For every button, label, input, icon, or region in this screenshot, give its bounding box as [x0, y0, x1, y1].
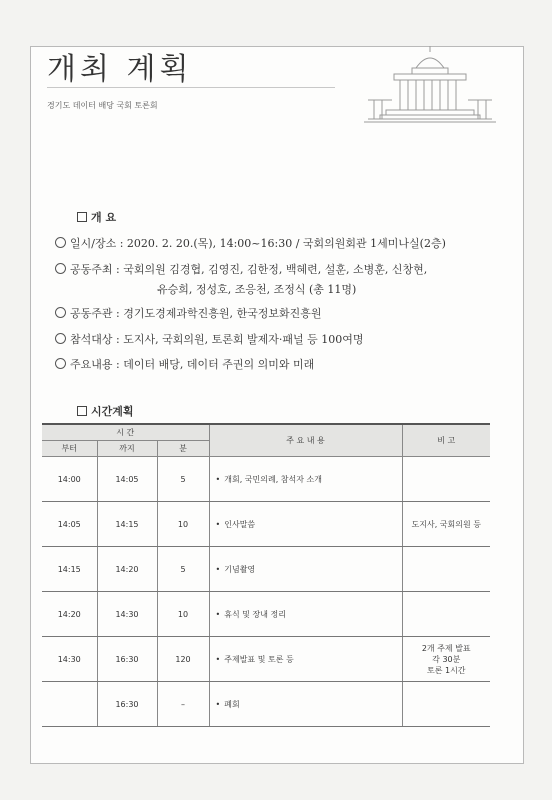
- header-min: 분: [157, 441, 209, 457]
- circle-bullet-icon: [55, 263, 66, 274]
- circle-bullet-icon: [55, 237, 66, 248]
- schedule-table: [42, 423, 490, 727]
- table-row: 14:15 14:20 5 • 기념촬영: [42, 547, 490, 592]
- table-row: 14:20 14:30 10 • 휴식 및 장내 정리: [42, 592, 490, 637]
- checkbox-square-icon: [77, 212, 87, 222]
- checkbox-square-icon: [77, 406, 87, 416]
- circle-bullet-icon: [55, 358, 66, 369]
- header-from: 부터: [42, 441, 97, 457]
- circle-bullet-icon: [55, 307, 66, 318]
- table-row: 14:00 14:05 5 • 개회, 국민의례, 참석자 소개: [42, 457, 490, 502]
- table-row: 14:05 14:15 10 • 인사말씀 도지사, 국회의원 등: [42, 502, 490, 547]
- overview-item-topics: 주요내용 : 데이터 배당, 데이터 주권의 의미와 미래: [55, 356, 314, 372]
- overview-heading: 개 요: [77, 209, 116, 225]
- table-row: 16:30 – • 폐회: [42, 682, 490, 727]
- national-assembly-building-icon: [364, 30, 496, 130]
- overview-item-organizers: 공동주관 : 경기도경제과학진흥원, 한국정보화진흥원: [55, 305, 321, 321]
- header-to: 까지: [97, 441, 157, 457]
- overview-item-hosts: 공동주최 : 국회의원 김경협, 김영진, 김한정, 백혜련, 설훈, 소병훈, 신창현,: [55, 261, 427, 277]
- header-content: 주 요 내 용: [209, 424, 402, 457]
- schedule-heading: 시간계획: [77, 403, 134, 419]
- page-title: 개최 계획: [47, 52, 193, 87]
- overview-item-attendees: 참석대상 : 도지사, 국회의원, 토론회 발제자·패널 등 100여명: [55, 331, 363, 347]
- title-underline: [47, 87, 335, 88]
- page-subtitle: 경기도 데이터 배당 국회 토론회: [47, 101, 158, 110]
- table-row: 14:30 16:30 120 • 주제발표 및 토론 등 2개 주제 발표 각 30분 토론 1시간: [42, 637, 490, 682]
- overview-item-hosts-cont: 유승희, 정성호, 조응천, 조정식 (총 11명): [157, 283, 357, 296]
- overview-item-datetime: 일시/장소 : 2020. 2. 20.(목), 14:00~16:30 / 국회의원회관 1세미나실(2층): [55, 235, 446, 251]
- circle-bullet-icon: [55, 333, 66, 344]
- header-note: 비 고: [402, 424, 490, 457]
- header-time: 시 간: [42, 424, 209, 441]
